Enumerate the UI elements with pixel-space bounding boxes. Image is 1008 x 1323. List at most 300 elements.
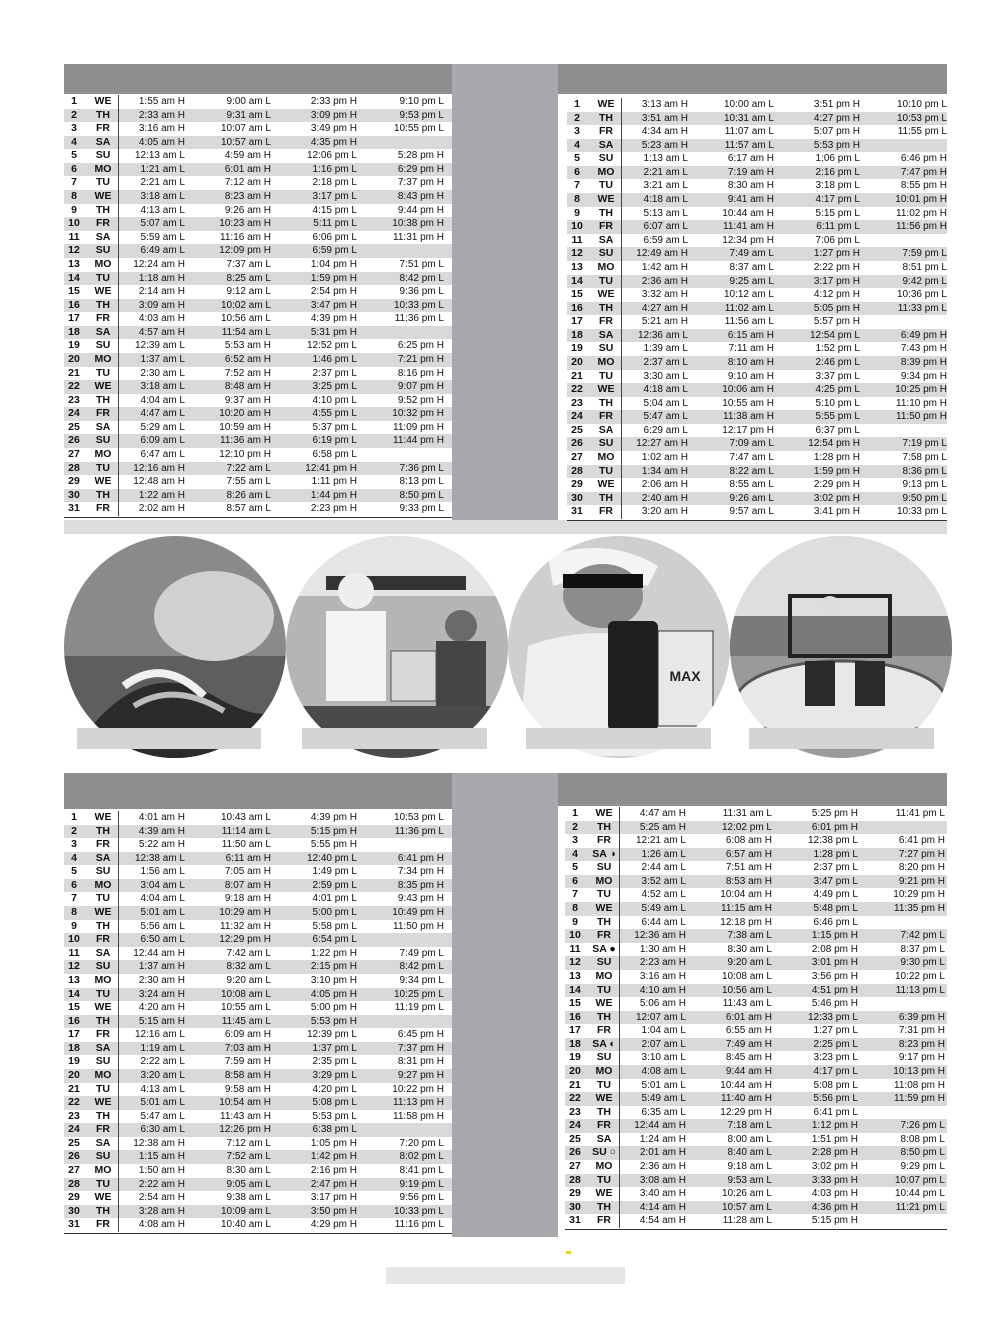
- tide-2: 10:07 am L: [220, 123, 271, 135]
- tide-2: 10:55 am L: [220, 1002, 271, 1014]
- tide-1: 12:49 am H: [636, 248, 688, 260]
- weekday: TU: [96, 987, 110, 1000]
- day-number: 6: [71, 878, 77, 891]
- tide-2: 5:53 am H: [224, 340, 271, 352]
- table-row: [565, 861, 947, 875]
- tide-3: 1:28 pm L: [813, 848, 858, 860]
- day-number: 29: [68, 1191, 80, 1204]
- weekday: SU: [598, 152, 614, 165]
- tide-4: 6:29 pm H: [397, 163, 444, 175]
- tide-3: 4:05 pm H: [310, 988, 357, 1000]
- weekday: WE: [597, 193, 615, 206]
- tide-4: 9:44 pm H: [397, 204, 444, 216]
- table-row: [565, 956, 947, 970]
- tide-3: 1:59 pm H: [310, 272, 357, 284]
- day-number: 20: [569, 1064, 581, 1077]
- day-number: 18: [571, 328, 583, 341]
- tide-2: 9:58 am H: [224, 1083, 271, 1095]
- tide-1: 2:36 am H: [639, 1161, 686, 1173]
- tide-4: 9:53 pm L: [399, 109, 444, 121]
- tide-2: 8:26 am L: [226, 489, 271, 501]
- weekday: TH: [96, 203, 110, 216]
- tide-3: 5:57 pm H: [813, 316, 860, 328]
- center-gutter-bottom: [452, 773, 558, 1237]
- table-row: [567, 302, 947, 316]
- weekday: FR: [96, 502, 110, 515]
- tide-4: 8:43 pm H: [397, 191, 444, 203]
- day-number: 11: [68, 230, 80, 243]
- table-row: [567, 465, 947, 479]
- table-row: [567, 139, 947, 153]
- day-number: 9: [574, 206, 580, 219]
- table-row: [64, 1001, 452, 1015]
- weekday: FR: [96, 312, 110, 325]
- tide-3: 12:38 pm L: [807, 835, 858, 847]
- tide-4: 11:13 pm L: [895, 984, 945, 996]
- tide-3: 1:37 pm L: [312, 1042, 357, 1054]
- tide-4: 7:59 pm L: [902, 248, 947, 260]
- tide-4: 8:20 pm H: [898, 862, 945, 874]
- table-row: [565, 834, 947, 848]
- tide-1: 4:47 am L: [140, 408, 185, 420]
- tide-1: 6:30 am L: [140, 1124, 185, 1136]
- tide-2: 11:31 am L: [722, 808, 772, 819]
- tide-3: 2:18 pm L: [312, 177, 357, 189]
- table-row: [64, 1191, 452, 1205]
- tide-4: 11:41 pm L: [895, 808, 945, 819]
- tide-1: 4:54 am H: [639, 1215, 686, 1227]
- day-number: 21: [571, 369, 583, 382]
- tide-2: 9:37 am H: [224, 394, 271, 406]
- tide-2: 10:00 am L: [723, 99, 774, 110]
- tide-3: 5:15 pm H: [811, 1215, 858, 1227]
- table-row: [64, 865, 452, 879]
- tide-2: 9:05 am L: [226, 1178, 271, 1190]
- tide-3: 5:08 pm L: [312, 1097, 357, 1109]
- day-number: 12: [68, 960, 80, 973]
- tide-2: 7:19 am H: [727, 166, 774, 178]
- tide-2: 12:34 pm H: [722, 234, 774, 246]
- tide-1: 12:27 am H: [636, 438, 688, 450]
- photo-smiling-man-oil-bottle: [508, 536, 730, 758]
- tide-4: 8:42 pm L: [399, 961, 444, 973]
- weekday: WE: [94, 1096, 112, 1109]
- tide-4: 7:27 pm H: [898, 848, 945, 860]
- day-number: 25: [571, 423, 583, 436]
- weekday: SA: [95, 946, 111, 959]
- day-number: 23: [571, 396, 583, 409]
- tide-3: 5:11 pm L: [313, 218, 357, 230]
- weekday: SU: [95, 339, 111, 352]
- weekday: WE: [94, 285, 112, 298]
- table-row: [64, 136, 452, 150]
- table-row: [565, 1146, 947, 1160]
- weekday: MO: [597, 165, 615, 178]
- tide-3: 6:11 pm L: [816, 221, 860, 233]
- tide-2: 6:01 am H: [725, 1011, 772, 1023]
- tide-3: 4:27 pm H: [813, 112, 860, 124]
- tide-1: 4:08 am L: [641, 1065, 686, 1077]
- tide-3: 3:37 pm L: [815, 370, 860, 382]
- weekday: SU: [596, 956, 612, 969]
- table-row: [64, 231, 452, 245]
- tide-2: 7:18 am L: [727, 1120, 772, 1132]
- tide-4: 11:21 pm L: [895, 1201, 945, 1213]
- tide-3: 4:39 pm H: [310, 313, 357, 325]
- tide-1: 3:18 am L: [140, 381, 185, 393]
- weekday: FR: [96, 217, 110, 230]
- weekday: MO: [94, 1164, 112, 1177]
- tide-4: 9:33 pm L: [399, 503, 444, 515]
- tide-3: 5:58 pm L: [312, 920, 357, 932]
- day-number: 31: [68, 502, 80, 515]
- table-row: [64, 326, 452, 340]
- tide-1: 1:04 am L: [641, 1025, 686, 1037]
- weekday: MO: [94, 1068, 112, 1081]
- tide-4: 11:33 pm L: [897, 302, 947, 314]
- tide-1: 3:18 am L: [140, 191, 185, 203]
- table-row: [64, 1218, 452, 1232]
- tide-4: 6:45 pm H: [397, 1029, 444, 1041]
- tide-1: 6:09 am L: [140, 435, 185, 447]
- weekday: FR: [96, 1028, 110, 1041]
- tide-4: 9:27 pm H: [397, 1069, 444, 1081]
- day-number: 20: [68, 352, 80, 365]
- tide-4: 6:41 pm H: [898, 835, 945, 847]
- tide-1: 1:56 am L: [140, 866, 185, 878]
- tide-3: 3:47 pm L: [813, 875, 858, 887]
- day-number: 5: [574, 152, 580, 165]
- tide-3: 12:54 pm H: [808, 438, 860, 450]
- table-row: [565, 1051, 947, 1065]
- table-row: [567, 112, 947, 126]
- table-row: [567, 166, 947, 180]
- day-number: 28: [68, 461, 80, 474]
- tide-2: 10:55 am H: [722, 397, 774, 409]
- tide-2: 6:08 am H: [725, 835, 772, 847]
- weekday: WE: [94, 906, 112, 919]
- day-number: 15: [571, 288, 583, 301]
- tide-3: 5:56 pm L: [813, 1093, 858, 1105]
- tide-2: 10:43 am L: [220, 812, 271, 823]
- table-row: [64, 879, 452, 893]
- day-number: 4: [574, 138, 580, 151]
- tide-2: 11:54 am L: [221, 326, 271, 338]
- table-row: [64, 339, 452, 353]
- tide-4: 11:08 pm H: [894, 1079, 945, 1091]
- tide-4: 11:50 pm H: [896, 411, 947, 423]
- weekday: WE: [94, 811, 112, 823]
- tide-2: 7:09 am L: [729, 438, 774, 450]
- tide-1: 2:44 am L: [641, 862, 686, 874]
- table-row: [64, 892, 452, 906]
- tide-2: 12:09 pm H: [219, 245, 271, 257]
- weekday: TH: [599, 396, 613, 409]
- tide-2: 10:26 am L: [721, 1188, 772, 1200]
- tide-4: 11:58 pm H: [393, 1110, 444, 1122]
- table-bottom-rule: [64, 517, 452, 518]
- tide-2: 8:53 am H: [725, 875, 772, 887]
- table-row: [64, 920, 452, 934]
- weekday: FR: [597, 929, 611, 942]
- tide-2: 6:17 am H: [727, 153, 774, 165]
- tide-2: 11:50 am L: [221, 839, 271, 851]
- day-number: 2: [572, 820, 578, 833]
- tide-1: 2:23 am H: [639, 957, 686, 969]
- tide-2: 7:12 am H: [224, 177, 271, 189]
- weekday: TU: [597, 983, 611, 996]
- tide-3: 2:23 pm H: [310, 503, 357, 515]
- tide-4: 11:16 pm L: [394, 1219, 444, 1231]
- day-number: 7: [71, 892, 77, 905]
- tide-3: 3:41 pm H: [813, 506, 860, 518]
- weekday: SA: [95, 230, 111, 243]
- day-number: 16: [571, 301, 583, 314]
- day-number: 14: [68, 987, 80, 1000]
- tide-4: 7:20 pm L: [399, 1137, 444, 1149]
- tide-4: 10:33 pm L: [896, 506, 947, 518]
- table-row: [565, 1092, 947, 1106]
- tide-2: 8:23 am H: [224, 191, 271, 203]
- tide-2: 7:03 am H: [224, 1042, 271, 1054]
- tide-3: 2:54 pm H: [310, 286, 357, 298]
- tide-2: 7:11 am H: [728, 343, 774, 355]
- day-number: 6: [572, 874, 578, 887]
- tide-4: 9:29 pm L: [900, 1161, 945, 1173]
- tide-3: 1:15 pm H: [811, 930, 858, 942]
- tide-3: 3:17 pm L: [312, 191, 357, 203]
- weekday: TU: [96, 1177, 110, 1190]
- table-row: [64, 448, 452, 462]
- weekday: WE: [597, 288, 615, 301]
- tide-2: 9:53 am L: [727, 1174, 772, 1186]
- day-number: 30: [68, 488, 80, 501]
- weekday: TU: [597, 1173, 611, 1186]
- tide-1: 2:06 am H: [641, 479, 688, 491]
- weekday: MO: [595, 1160, 613, 1173]
- table-row: [565, 1079, 947, 1093]
- day-number: 29: [571, 478, 583, 491]
- tide-1: 4:27 am H: [641, 302, 688, 314]
- weekday: FR: [599, 505, 613, 518]
- day-number: 8: [572, 902, 578, 915]
- tide-2: 10:31 am L: [723, 112, 774, 124]
- tide-3: 5:05 pm H: [813, 302, 860, 314]
- tide-1: 1:21 am L: [140, 163, 185, 175]
- tide-4: 8:02 pm L: [399, 1151, 444, 1163]
- weekday: WE: [597, 478, 615, 491]
- tide-3: 12:54 pm L: [809, 329, 860, 341]
- weekday: TH: [96, 298, 110, 311]
- day-number: 18: [569, 1037, 581, 1050]
- tide-2: 12:18 pm H: [720, 916, 772, 928]
- table-row: [64, 988, 452, 1002]
- weekday: TH: [96, 488, 110, 501]
- tide-3: 4:10 pm L: [312, 394, 357, 406]
- tide-2: 6:11 am H: [225, 852, 271, 864]
- tide-2: 8:32 am L: [226, 961, 271, 973]
- tide-3: 1:27 pm H: [813, 248, 860, 260]
- day-number: 19: [68, 339, 80, 352]
- tide-1: 2:22 am H: [138, 1178, 185, 1190]
- table-row: [567, 397, 947, 411]
- tide-4: 11:36 pm L: [394, 313, 444, 325]
- table-row: [567, 315, 947, 329]
- tide-4: 10:55 pm L: [393, 123, 444, 135]
- tide-4: 9:52 pm H: [397, 394, 444, 406]
- tide-2: 6:52 am H: [224, 353, 271, 365]
- tide-2: 7:12 am L: [226, 1137, 271, 1149]
- table-row: [567, 451, 947, 465]
- weekday: WE: [94, 190, 112, 203]
- tide-1: 4:03 am H: [138, 313, 185, 325]
- day-number: 8: [574, 193, 580, 206]
- table-row: [567, 220, 947, 234]
- tide-3: 5:46 pm H: [811, 998, 858, 1010]
- tide-3: 6:06 pm L: [312, 231, 357, 243]
- day-number: 16: [569, 1010, 581, 1023]
- weekday: SU: [95, 865, 111, 878]
- day-number: 9: [572, 915, 578, 928]
- tide-2: 12:10 pm H: [219, 449, 271, 461]
- tide-1: 12:13 am L: [134, 150, 185, 162]
- day-number: 12: [569, 956, 581, 969]
- tide-2: 11:32 am H: [220, 920, 271, 932]
- day-number: 4: [71, 135, 77, 148]
- weekday: TH: [599, 111, 613, 124]
- tide-3: 5:00 pm L: [312, 907, 357, 919]
- tide-2: 10:12 am L: [723, 289, 774, 301]
- tide-3: 12:41 pm H: [305, 462, 357, 474]
- table-row: [64, 109, 452, 123]
- day-number: 7: [71, 176, 77, 189]
- day-number: 15: [68, 1001, 80, 1014]
- tide-3: 5:07 pm H: [813, 126, 860, 138]
- tide-1: 12:07 am L: [635, 1011, 686, 1023]
- tide-1: 5:01 am L: [140, 907, 185, 919]
- day-number: 23: [569, 1105, 581, 1118]
- tide-2: 10:20 am H: [219, 408, 271, 420]
- tide-4: 8:55 pm H: [900, 180, 947, 192]
- weekday: WE: [595, 1187, 613, 1200]
- table-column-divider: [619, 807, 620, 1228]
- table-row: [565, 929, 947, 943]
- tide-3: 3:56 pm H: [811, 970, 858, 982]
- weekday: FR: [597, 1024, 611, 1037]
- table-row: [567, 261, 947, 275]
- weekday: TU: [599, 179, 613, 192]
- tide-4: 8:50 pm L: [399, 489, 444, 501]
- day-number: 8: [71, 190, 77, 203]
- table-row: [565, 1201, 947, 1215]
- tide-2: 7:47 am L: [729, 452, 774, 464]
- tide-4: 10:32 pm H: [392, 408, 444, 420]
- day-number: 22: [569, 1092, 581, 1105]
- tide-3: 1:52 pm L: [815, 343, 860, 355]
- tide-2: 9:41 am H: [727, 194, 774, 206]
- tide-1: 4:14 am H: [639, 1201, 686, 1213]
- tide-1: 2:02 am H: [138, 503, 185, 515]
- tide-2: 10:54 am H: [219, 1097, 271, 1109]
- weekday: TH: [96, 393, 110, 406]
- tide-2: 11:28 am L: [722, 1215, 772, 1227]
- day-number: 11: [571, 233, 583, 246]
- tide-3: 5:53 pm H: [813, 139, 860, 151]
- tide-4: 7:49 pm L: [399, 947, 444, 959]
- tide-2: 10:06 am H: [722, 384, 774, 396]
- table-row: [64, 312, 452, 326]
- day-number: 26: [68, 434, 80, 447]
- tide-1: 3:16 am H: [639, 970, 686, 982]
- table-column-divider: [118, 95, 119, 516]
- tide-3: 3:33 pm H: [811, 1174, 858, 1186]
- table-row: [64, 502, 452, 516]
- center-gutter-top: [452, 64, 558, 520]
- tide-3: 6:46 pm L: [813, 916, 858, 928]
- tide-2: 8:30 am L: [226, 1165, 271, 1177]
- day-number: 27: [571, 451, 583, 464]
- weekday: TU: [96, 366, 110, 379]
- day-number: 2: [71, 824, 77, 837]
- caption-box-3: [526, 728, 711, 749]
- table-bottom-rule: [565, 1229, 947, 1230]
- tide-1: 5:29 am L: [140, 421, 185, 433]
- weekday: MO: [94, 257, 112, 270]
- tide-2: 8:58 am H: [224, 1069, 271, 1081]
- day-number: 25: [569, 1132, 581, 1145]
- tide-4: 9:17 pm H: [898, 1052, 945, 1064]
- tide-3: 5:53 pm H: [310, 1015, 357, 1027]
- tide-4: 7:42 pm L: [900, 930, 945, 942]
- tide-1: 4:20 am H: [138, 1002, 185, 1014]
- tide-4: 11:31 pm H: [393, 231, 444, 243]
- tide-3: 6:58 pm L: [312, 449, 357, 461]
- tide-2: 11:16 am H: [220, 231, 271, 243]
- table-row: [567, 492, 947, 506]
- day-number: 13: [68, 973, 80, 986]
- weekday: TH: [597, 820, 611, 833]
- day-number: 9: [71, 203, 77, 216]
- tide-1: 5:47 am L: [643, 411, 688, 423]
- day-number: 24: [68, 1123, 80, 1136]
- tide-1: 4:34 am H: [641, 126, 688, 138]
- tide-2: 10:08 am L: [721, 970, 772, 982]
- gutter-under-tables: [64, 520, 947, 534]
- tide-1: 2:36 am H: [641, 275, 688, 287]
- table-row: [565, 902, 947, 916]
- table-row: [567, 424, 947, 438]
- weekday: TU: [96, 461, 110, 474]
- weekday: TH: [599, 491, 613, 504]
- tide-table-bottom-right: [565, 807, 947, 1228]
- tide-3: 2:47 pm H: [310, 1178, 357, 1190]
- tide-3: 4:49 pm L: [813, 889, 858, 901]
- tide-1: 6:07 am L: [643, 221, 688, 233]
- tide-3: 3:10 pm H: [310, 974, 357, 986]
- table-row: [565, 1011, 947, 1025]
- day-number: 7: [574, 179, 580, 192]
- tide-2: 7:52 am H: [224, 367, 271, 379]
- tide-4: 11:35 pm H: [894, 903, 945, 915]
- tide-3: 1:44 pm H: [310, 489, 357, 501]
- tide-2: 9:18 am H: [224, 893, 271, 905]
- tide-2: 9:26 am L: [729, 492, 774, 504]
- day-number: 6: [71, 162, 77, 175]
- table-row: [64, 95, 452, 109]
- tide-4: 8:13 pm L: [399, 476, 444, 488]
- tide-4: 9:10 pm L: [399, 96, 444, 107]
- tide-2: 10:09 am L: [220, 1205, 271, 1217]
